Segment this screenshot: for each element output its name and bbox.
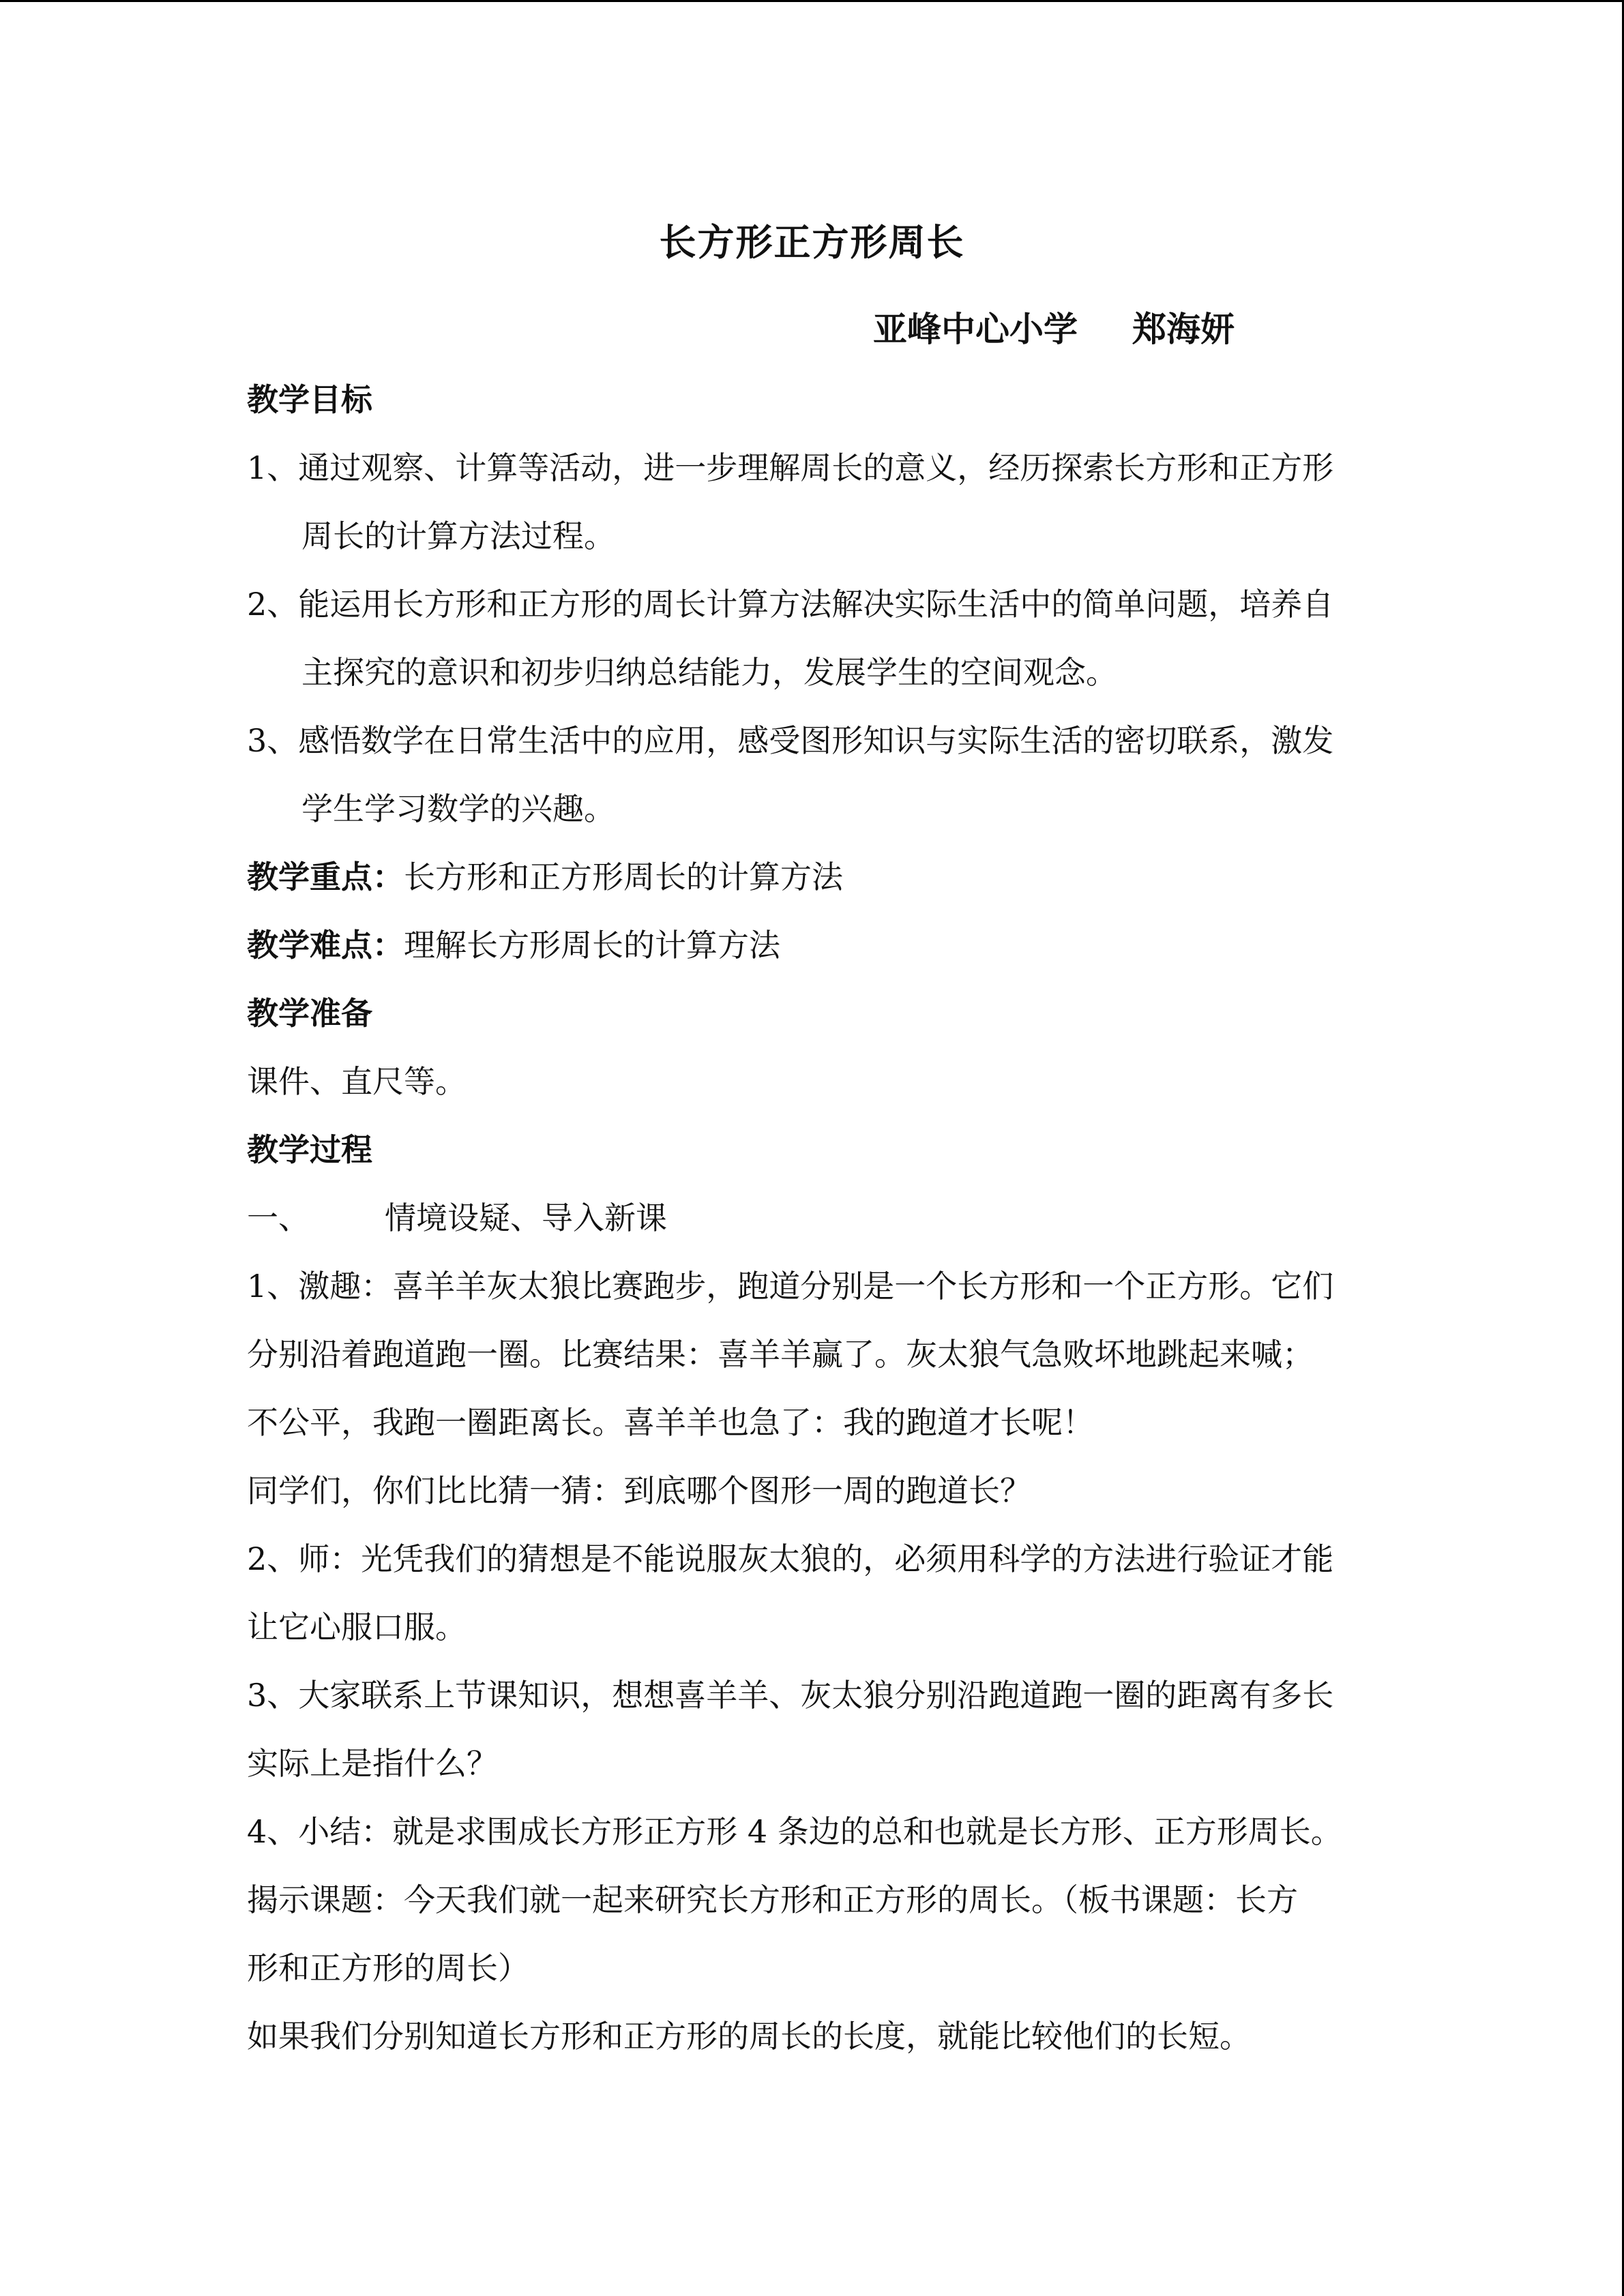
process-line-9: 4、小结：就是求围成长方形正方形 4 条边的总和也就是长方形、正方形周长。: [247, 1813, 1342, 1850]
section-1-title: 情境设疑、导入新课: [385, 1199, 667, 1236]
document-title: 长方形正方形周长: [659, 220, 965, 264]
process-line-12: 如果我们分别知道长方形和正方形的周长的长度，就能比较他们的长短。: [247, 2018, 1251, 2055]
difficulty-label: 教学难点：: [247, 927, 404, 964]
difficulty: [247, 911, 1379, 979]
document-body: [247, 366, 1379, 2070]
author-name: 郑海妍: [1132, 309, 1235, 349]
author-school: 亚峰中心小学: [873, 309, 1078, 349]
objective-2-line2: 主探究的意识和初步归纳总结能力，发展学生的空间观念。: [301, 654, 1117, 691]
difficulty-text: 理解长方形周长的计算方法: [404, 927, 780, 964]
process-line-7: 3、大家联系上节课知识，想想喜羊羊、灰太狼分别沿跑道跑一圈的距离有多长: [247, 1677, 1334, 1714]
objective-1-line1: 1、通过观察、计算等活动，进一步理解周长的意义，经历探索长方形和正方形: [247, 449, 1334, 486]
section-1-number: 一、: [247, 1199, 310, 1236]
objectives-heading: 教学目标: [247, 381, 372, 418]
author-line: [873, 302, 1235, 351]
process-line-5: 2、师：光凭我们的猜想是不能说服灰太狼的，必须用科学的方法进行验证才能: [247, 1540, 1334, 1577]
process-line-10: 揭示课题：今天我们就一起来研究长方形和正方形的周长。（板书课题：长方: [247, 1881, 1298, 1918]
objective-1-line2: 周长的计算方法过程。: [301, 518, 615, 554]
key-point-label: 教学重点：: [247, 859, 404, 895]
preparation-heading: 教学准备: [247, 995, 372, 1032]
preparation-text: 课件、直尺等。: [247, 1063, 467, 1100]
objective-3-line2: 学生学习数学的兴趣。: [301, 790, 615, 827]
process-line-6: 让它心服口服。: [247, 1609, 467, 1645]
process-line-1: 1、激趣：喜羊羊灰太狼比赛跑步，跑道分别是一个长方形和一个正方形。它们: [247, 1268, 1334, 1304]
objective-2-line1: 2、能运用长方形和正方形的周长计算方法解决实际生活中的简单问题，培养自: [247, 586, 1334, 623]
objective-3-line1: 3、感悟数学在日常生活中的应用，感受图形知识与实际生活的密切联系，激发: [247, 722, 1334, 759]
process-heading: 教学过程: [247, 1131, 372, 1168]
process-line-3: 不公平，我跑一圈距离长。喜羊羊也急了：我的跑道才长呢！: [247, 1404, 1094, 1441]
key-point: [247, 843, 1379, 911]
process-line-8: 实际上是指什么？: [247, 1745, 498, 1782]
key-point-text: 长方形和正方形周长的计算方法: [404, 859, 843, 895]
section-1-heading: [247, 1184, 1379, 1252]
process-line-4: 同学们，你们比比猜一猜：到底哪个图形一周的跑道长？: [247, 1472, 1031, 1509]
process-line-2: 分别沿着跑道跑一圈。比赛结果：喜羊羊赢了。灰太狼气急败坏地跳起来喊；: [247, 1336, 1314, 1373]
process-line-11: 形和正方形的周长）: [247, 1950, 529, 1986]
